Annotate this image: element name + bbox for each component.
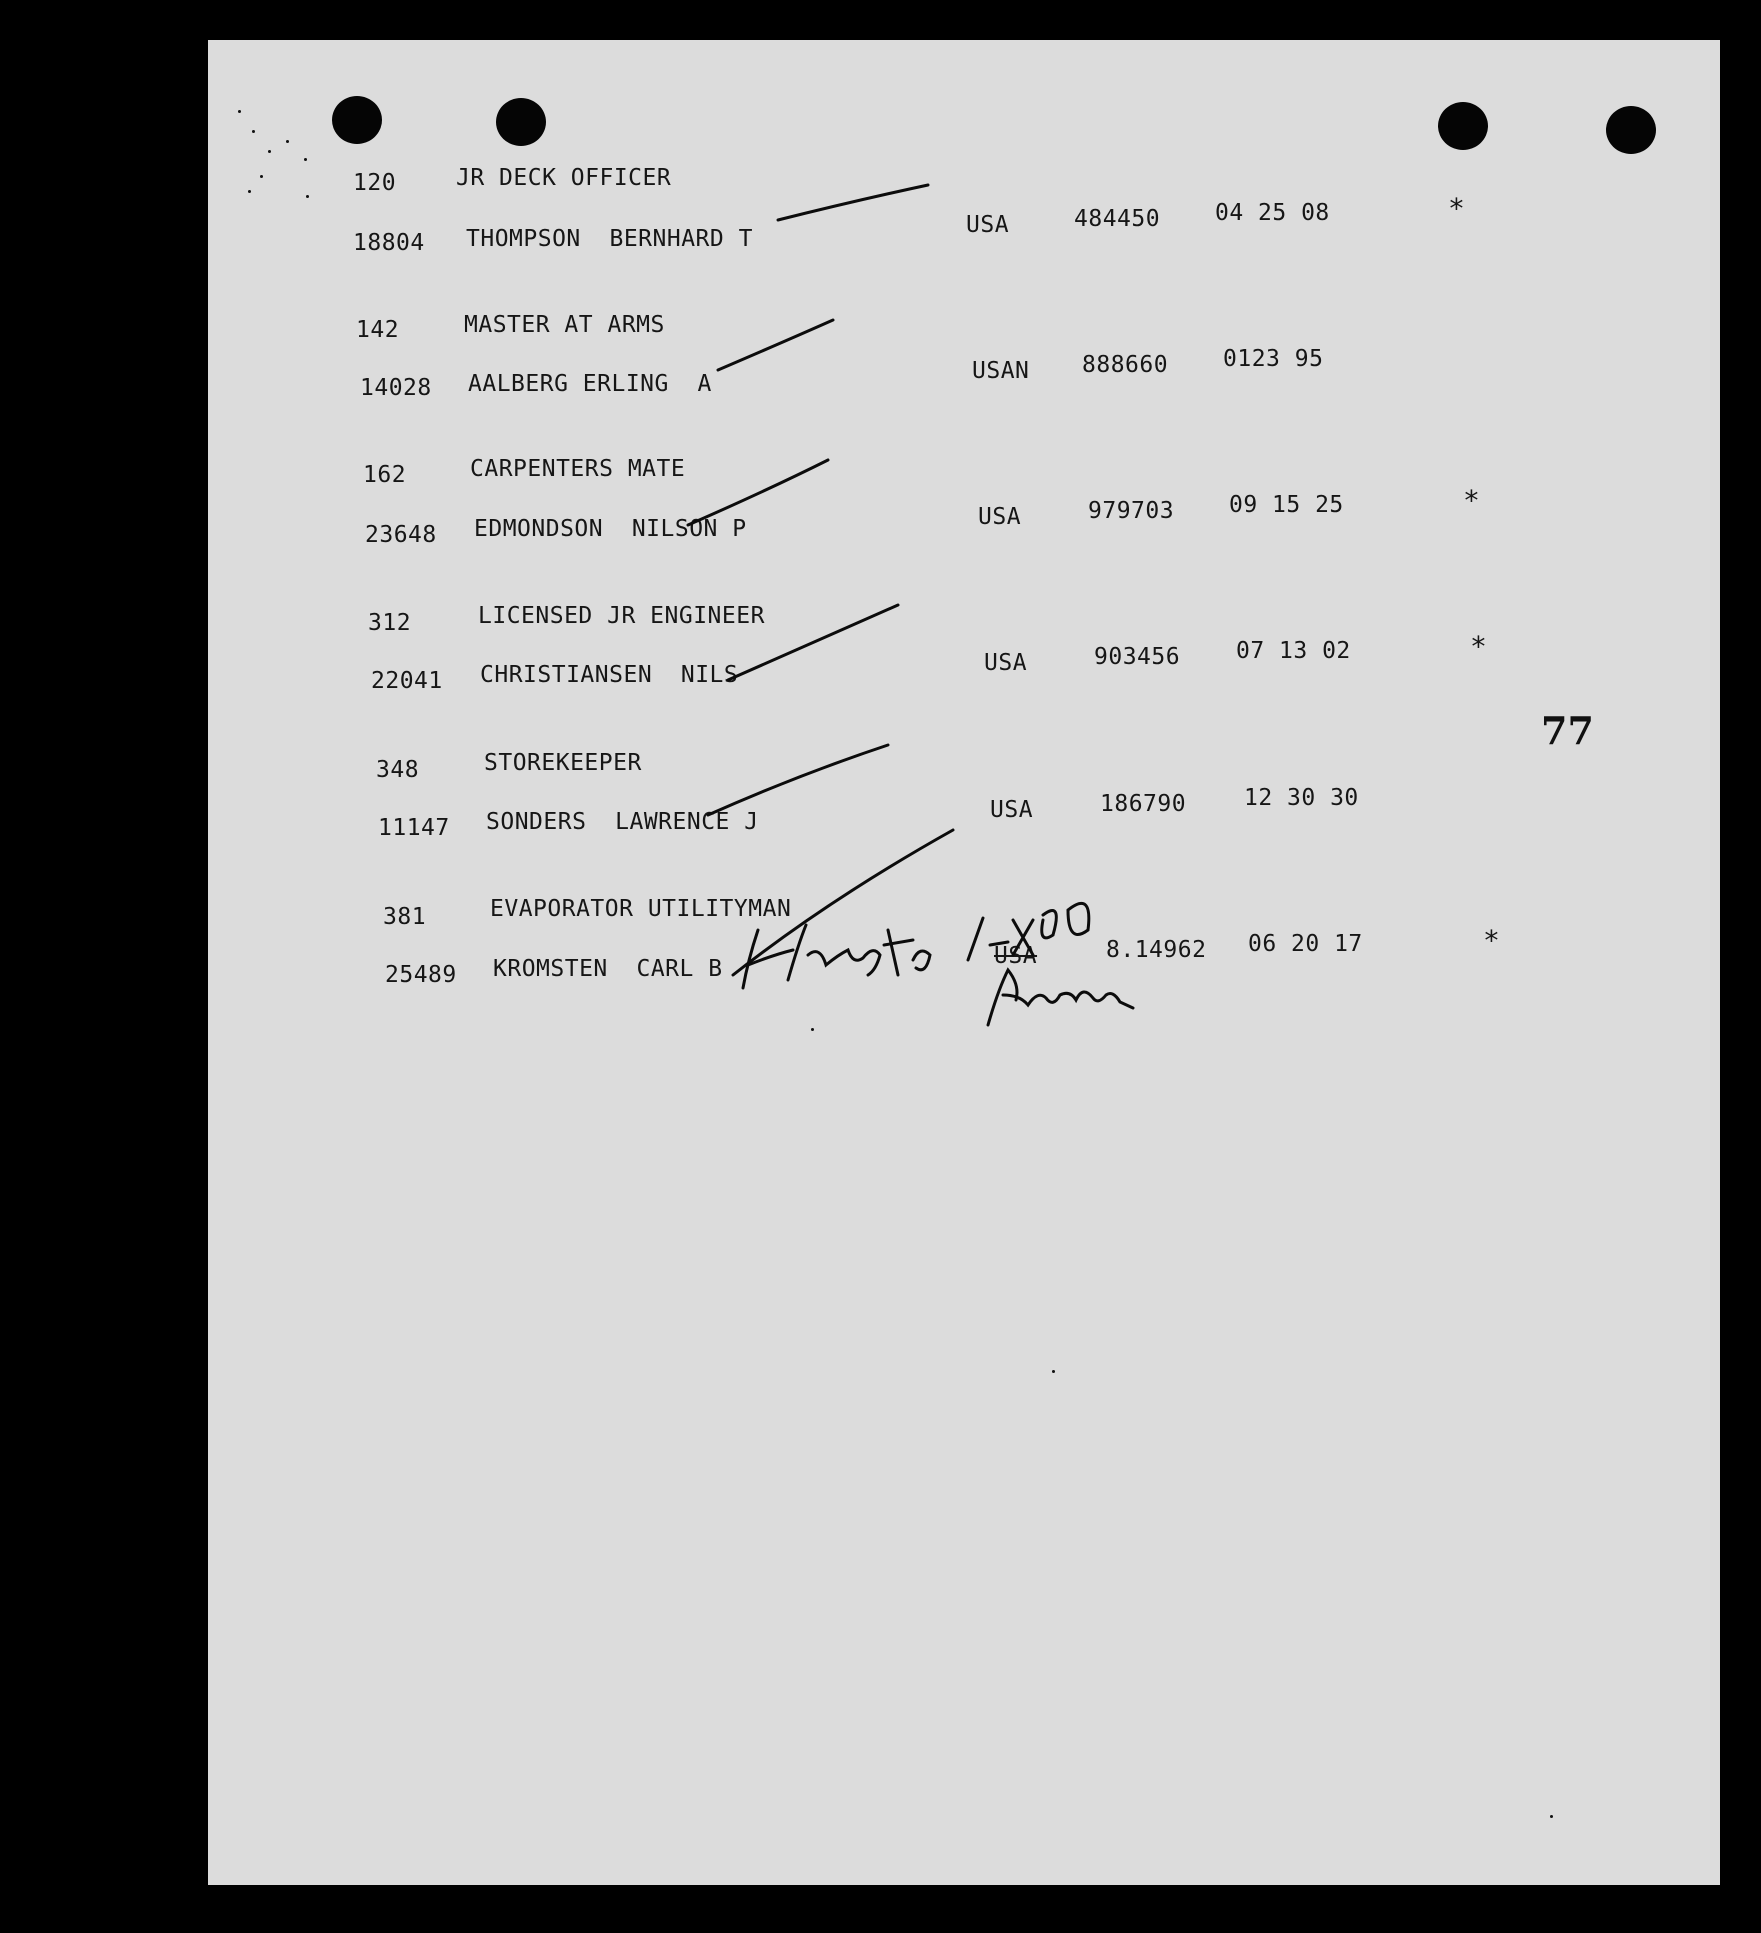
position-title: EVAPORATOR UTILITYMAN (490, 896, 792, 922)
check-mark-stroke (688, 460, 828, 525)
nationality: USA (984, 650, 1028, 676)
document-number: 186790 (1100, 791, 1187, 817)
position-title: CARPENTERS MATE (470, 456, 686, 482)
nationality: USAN (972, 358, 1030, 384)
check-mark-stroke (708, 745, 888, 815)
crew-id: 14028 (360, 375, 432, 401)
document-number: 484450 (1074, 206, 1161, 232)
handwriting-sweden (988, 970, 1133, 1025)
position-code: 142 (356, 317, 400, 343)
handwriting-haus-to (743, 925, 930, 988)
position-code: 120 (353, 170, 397, 196)
birth-date: 04 25 08 (1215, 200, 1330, 226)
crew-id: 23648 (365, 522, 437, 548)
check-mark-stroke (728, 605, 898, 680)
asterisk-mark: * (1463, 484, 1481, 517)
crew-id: 25489 (385, 962, 457, 988)
position-code: 381 (383, 904, 427, 930)
handwritten-ink-marks (208, 40, 1720, 1885)
crew-id: 18804 (353, 230, 425, 256)
position-title: JR DECK OFFICER (456, 165, 672, 191)
crew-id: 22041 (371, 668, 443, 694)
document-number: 8.14962 (1106, 937, 1207, 963)
position-code: 312 (368, 610, 412, 636)
check-mark-stroke (778, 185, 928, 220)
crew-name: THOMPSON BERNHARD T (466, 226, 753, 252)
crew-name: AALBERG ERLING A (468, 371, 712, 397)
handwriting-1-x80 (968, 903, 1089, 960)
nationality: USA (994, 943, 1038, 969)
document-number: 979703 (1088, 498, 1175, 524)
crew-name: CHRISTIANSEN NILS (480, 662, 739, 688)
page-number: 77 (1541, 708, 1594, 753)
check-mark-stroke (718, 320, 833, 370)
position-code: 348 (376, 757, 420, 783)
document-page (208, 40, 1720, 1885)
birth-date: 09 15 25 (1229, 492, 1344, 518)
nationality: USA (990, 797, 1034, 823)
position-title: LICENSED JR ENGINEER (478, 603, 765, 629)
document-number: 888660 (1082, 352, 1169, 378)
crew-name: SONDERS LAWRENCE J (486, 809, 759, 835)
crew-name: EDMONDSON NILSON P (474, 516, 747, 542)
position-code: 162 (363, 462, 407, 488)
asterisk-mark: * (1448, 192, 1466, 225)
birth-date: 07 13 02 (1236, 638, 1351, 664)
crew-id: 11147 (378, 815, 450, 841)
birth-date: 06 20 17 (1248, 931, 1363, 957)
crew-name: KROMSTEN CARL B (493, 956, 723, 982)
asterisk-mark: * (1483, 924, 1501, 957)
nationality: USA (978, 504, 1022, 530)
position-title: STOREKEEPER (484, 750, 642, 776)
position-title: MASTER AT ARMS (464, 312, 665, 338)
document-number: 903456 (1094, 644, 1181, 670)
asterisk-mark: * (1470, 630, 1488, 663)
birth-date: 0123 95 (1223, 346, 1324, 372)
nationality: USA (966, 212, 1010, 238)
birth-date: 12 30 30 (1244, 785, 1359, 811)
